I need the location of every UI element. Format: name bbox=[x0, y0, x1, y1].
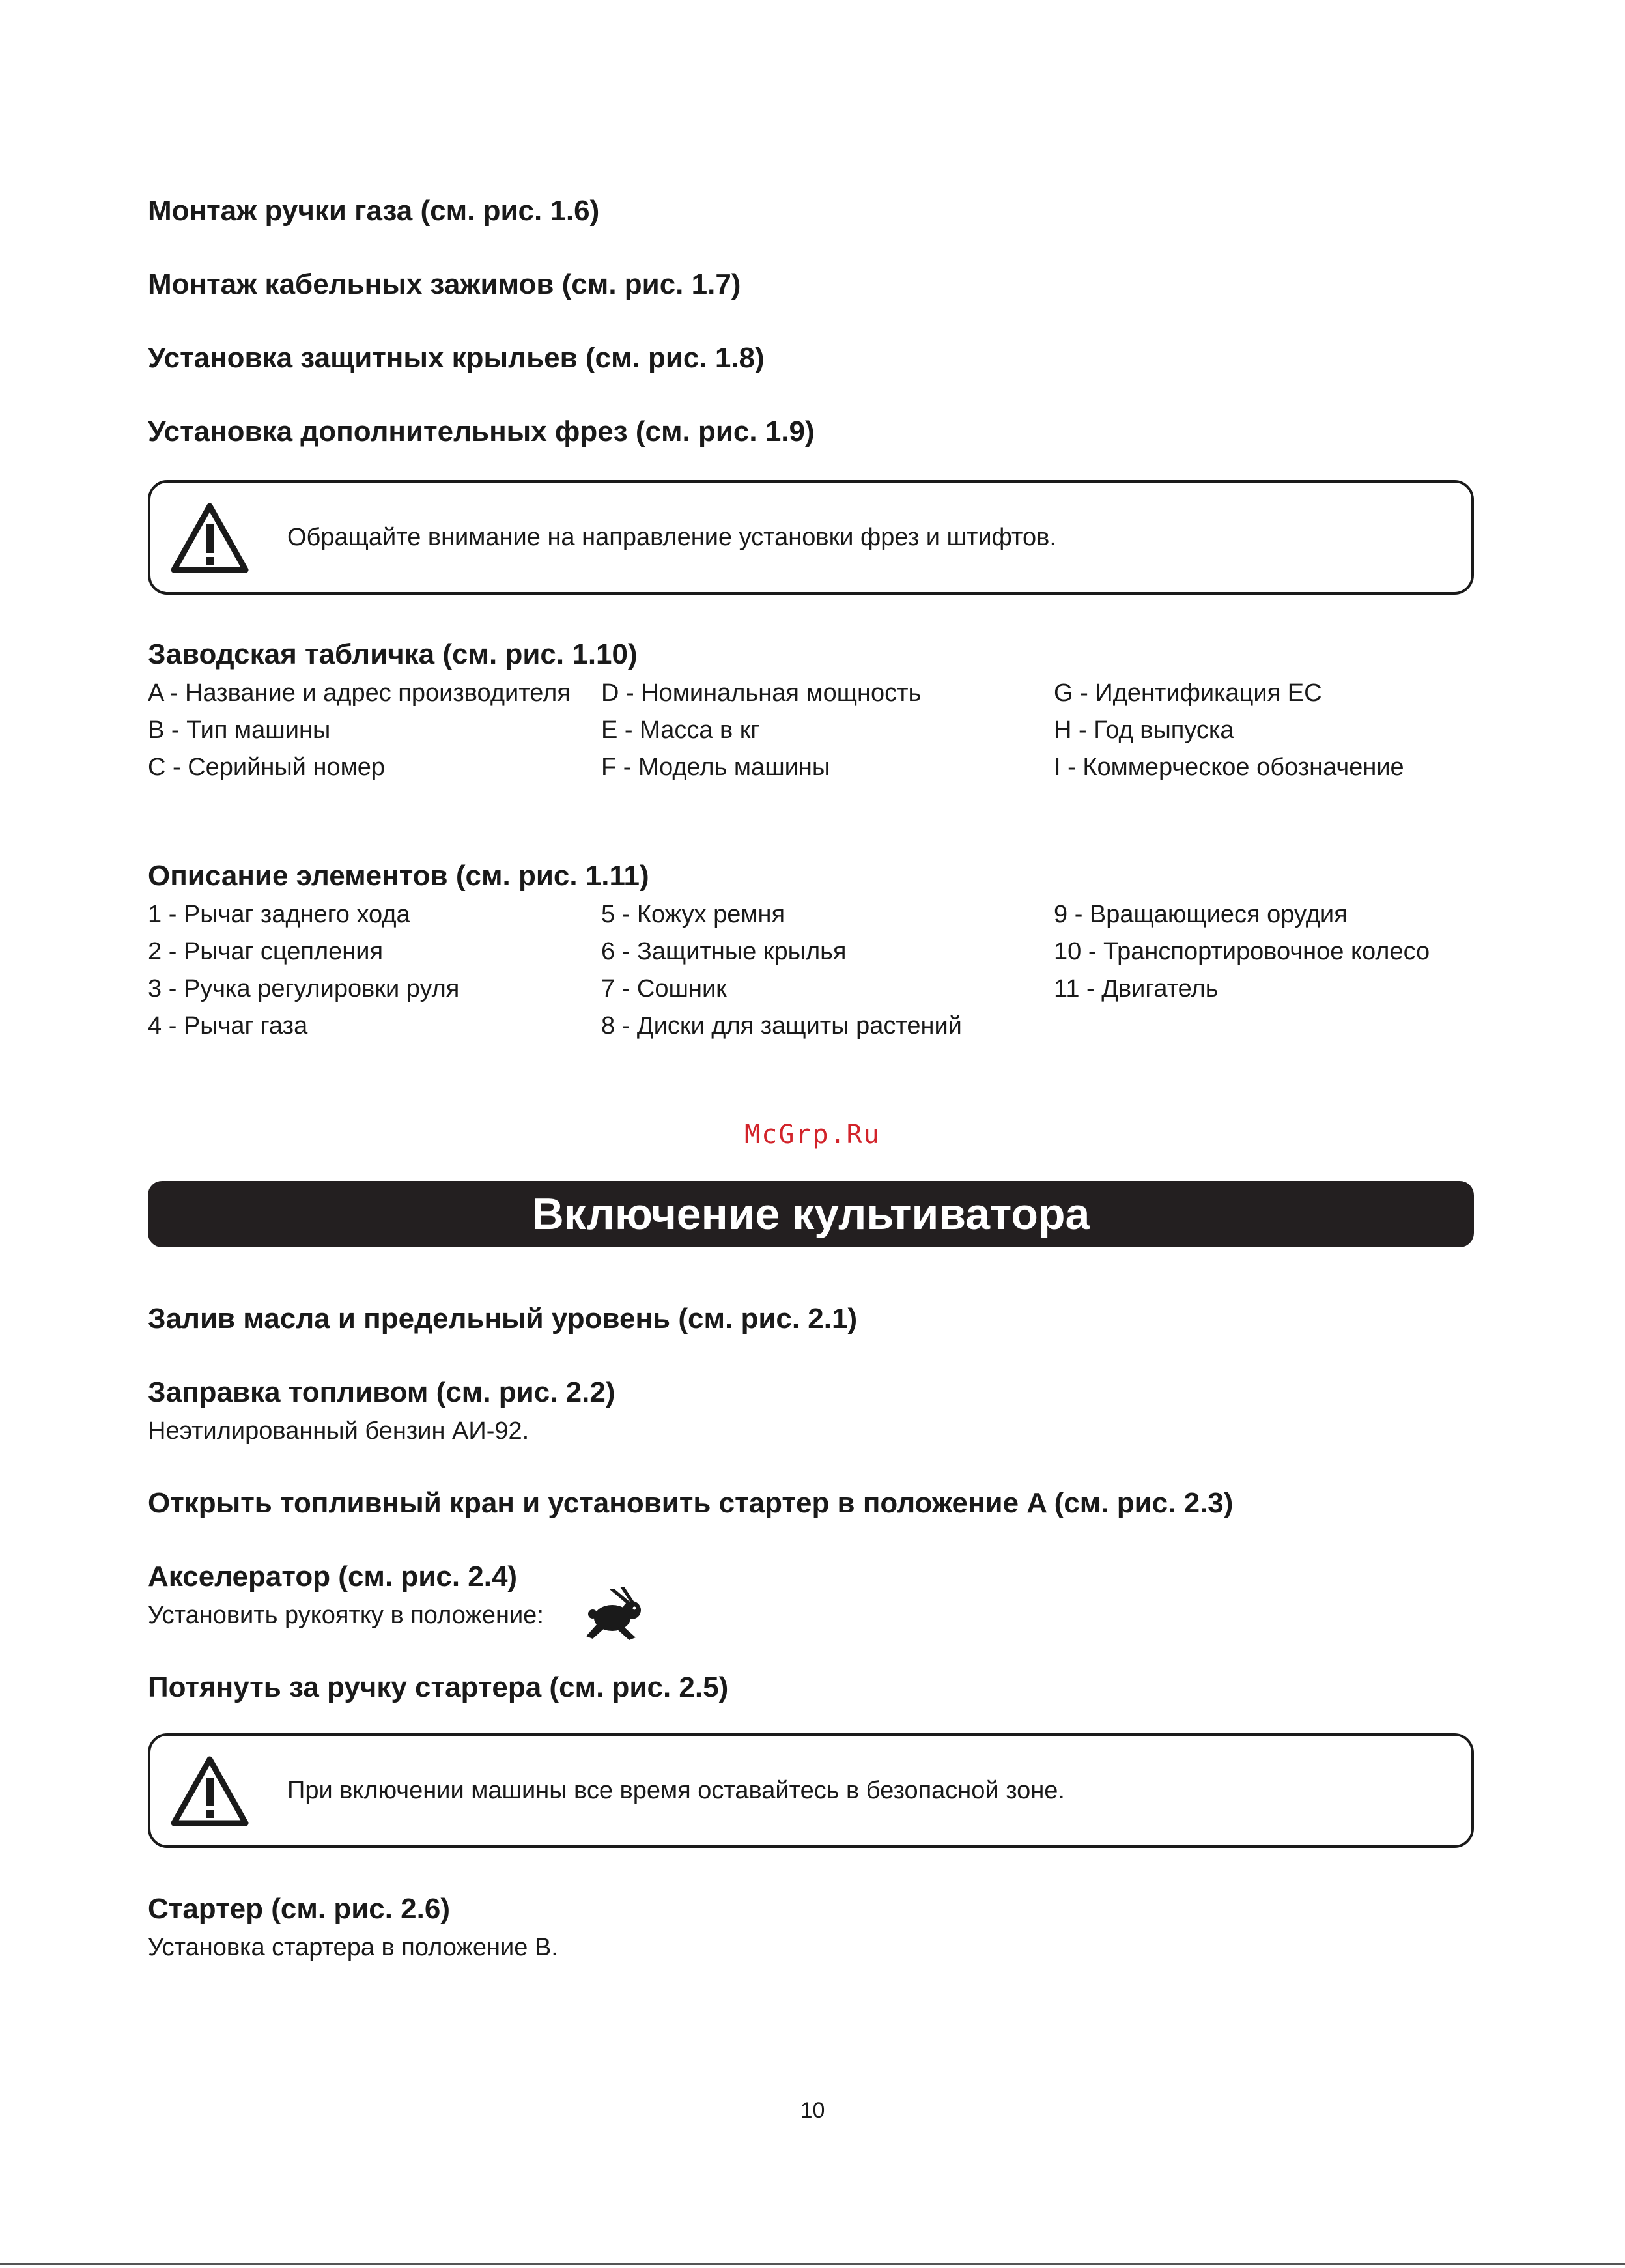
list-item: 9 - Вращающиеся орудия bbox=[1054, 901, 1348, 928]
accelerator-text: Установить рукоятку в положение: bbox=[148, 1602, 544, 1629]
heading-oil: Залив масла и предельный уровень (см. рис. 2.1) bbox=[148, 1303, 858, 1335]
list-item: 8 - Диски для защиты растений bbox=[601, 1012, 962, 1040]
list-item: 2 - Рычаг сцепления bbox=[148, 938, 384, 965]
section-banner: Включение культиватора bbox=[148, 1181, 1474, 1247]
rabbit-fast-icon bbox=[584, 1587, 646, 1641]
watermark-link[interactable]: McGrp.Ru bbox=[744, 1120, 881, 1150]
fuel-text: Неэтилированный бензин АИ-92. bbox=[148, 1417, 530, 1445]
list-item: 11 - Двигатель bbox=[1054, 975, 1219, 1002]
list-item: I - Коммерческое обозначение bbox=[1054, 754, 1404, 781]
list-item: A - Название и адрес производителя bbox=[148, 679, 571, 707]
choke-text: Установка стартера в положение B. bbox=[148, 1934, 558, 1961]
heading-extra-tillers: Установка дополнительных фрез (см. рис. 1.9) bbox=[148, 416, 815, 447]
list-item: G - Идентификация ЕС bbox=[1054, 679, 1322, 707]
warning-triangle-icon bbox=[170, 1755, 249, 1828]
warning-box-1 bbox=[148, 480, 1474, 595]
warning-text-2: При включении машины все время оставайтесь в безопасной зоне. bbox=[287, 1777, 1065, 1804]
warning-triangle-icon bbox=[170, 502, 249, 575]
list-item: 1 - Рычаг заднего хода bbox=[148, 901, 410, 928]
heading-accelerator: Акселератор (см. рис. 2.4) bbox=[148, 1561, 518, 1593]
heading-cable-clamps: Монтаж кабельных зажимов (см. рис. 1.7) bbox=[148, 268, 741, 300]
list-item: D - Номинальная мощность bbox=[601, 679, 922, 707]
list-item: 5 - Кожух ремня bbox=[601, 901, 785, 928]
list-item: E - Масса в кг bbox=[601, 716, 760, 744]
list-item: 3 - Ручка регулировки руля bbox=[148, 975, 460, 1002]
list-item: B - Тип машины bbox=[148, 716, 331, 744]
list-item: C - Серийный номер bbox=[148, 754, 385, 781]
heading-choke: Стартер (см. рис. 2.6) bbox=[148, 1893, 450, 1925]
heading-pull-starter: Потянуть за ручку стартера (см. рис. 2.5) bbox=[148, 1671, 729, 1703]
list-item: 10 - Транспортировочное колесо bbox=[1054, 938, 1430, 965]
heading-nameplate: Заводская табличка (см. рис. 1.10) bbox=[148, 638, 638, 670]
page-number: 10 bbox=[800, 2098, 825, 2123]
warning-box-2 bbox=[148, 1733, 1474, 1848]
page-bottom-rule bbox=[0, 2263, 1625, 2265]
heading-throttle-mount: Монтаж ручки газа (см. рис. 1.6) bbox=[148, 195, 600, 227]
list-item: 4 - Рычаг газа bbox=[148, 1012, 308, 1040]
heading-fuel: Заправка топливом (см. рис. 2.2) bbox=[148, 1376, 615, 1408]
list-item: 6 - Защитные крылья bbox=[601, 938, 847, 965]
heading-guard-wings: Установка защитных крыльев (см. рис. 1.8) bbox=[148, 342, 765, 374]
heading-elements: Описание элементов (см. рис. 1.11) bbox=[148, 860, 649, 892]
list-item: H - Год выпуска bbox=[1054, 716, 1234, 744]
list-item: 7 - Сошник bbox=[601, 975, 727, 1002]
heading-fuel-valve: Открыть топливный кран и установить стартер в положение A (см. рис. 2.3) bbox=[148, 1487, 1234, 1519]
list-item: F - Модель машины bbox=[601, 754, 830, 781]
warning-text-1: Обращайте внимание на направление установки фрез и штифтов. bbox=[287, 524, 1056, 551]
